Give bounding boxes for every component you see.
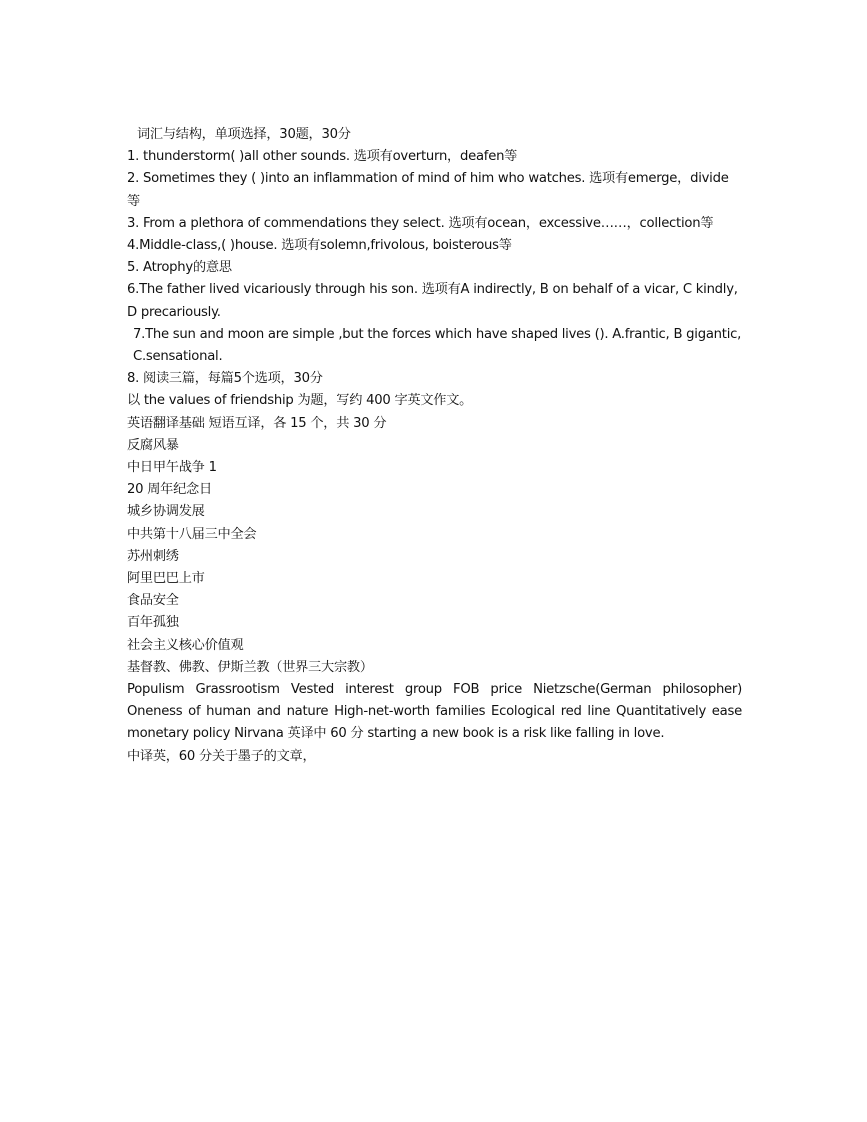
term-item: 中共第十八届三中全会 xyxy=(127,526,257,542)
term-item: 中日甲午战争 1 xyxy=(127,460,217,476)
term-item: 阿里巴巴上市 xyxy=(127,571,205,587)
question-6: 6.The father lived vicariously through his son. 选项有A indirectly, B on behalf of a vicar, C kindly, D precariously. xyxy=(127,282,738,320)
term-item: 城乡协调发展 xyxy=(127,504,205,520)
term-item: 反腐风暴 xyxy=(127,437,179,453)
term-item: 社会主义核心价值观 xyxy=(127,637,244,653)
term-item: 苏州刺绣 xyxy=(127,548,179,564)
chinese-to-english-section: 中译英，60 分关于墨子的文章， xyxy=(127,748,316,764)
question-3: 3. From a plethora of commendations they select. 选项有ocean，excessive……，collection等 xyxy=(127,215,714,231)
question-2: 2. Sometimes they ( )into an inflammation of mind of him who watches. 选项有emerge，divide 等 xyxy=(127,171,729,209)
document-page xyxy=(127,124,742,768)
term-item: 百年孤独 xyxy=(127,615,179,631)
section-heading-vocabulary: 词汇与结构，单项选择，30题，30分 xyxy=(137,127,351,142)
question-8-reading: 8. 阅读三篇，每篇5个选项，30分 xyxy=(127,371,323,387)
term-item: 基督教、佛教、伊斯兰教（世界三大宗教） xyxy=(127,659,373,675)
english-terms-paragraph: Populism Grassrootism Vested interest group FOB price Nietzsche(German philosopher) Oneness of human and nature High-net-worth families Ecological red line Quantitatively ease monetary policy Nirvana 英译中 60 分 starting a new book is a risk like falling in love. xyxy=(127,682,742,742)
term-item: 20 周年纪念日 xyxy=(127,482,212,498)
question-7: 7.The sun and moon are simple ,but the forces which have shaped lives (). A.frantic, B gigantic, C.sensational. xyxy=(133,326,742,365)
question-5: 5. Atrophy的意思 xyxy=(127,260,232,276)
term-item: 食品安全 xyxy=(127,593,179,609)
question-4: 4.Middle-class,( )house. 选项有solemn,frivolous, boisterous等 xyxy=(127,238,512,254)
essay-prompt: 以 the values of friendship 为题，写约 400 字英文作文。 xyxy=(127,393,473,409)
question-1: 1. thunderstorm( )all other sounds. 选项有overturn，deafen等 xyxy=(127,149,518,165)
section-heading-translation: 英语翻译基础 短语互译，各 15 个，共 30 分 xyxy=(127,415,387,431)
